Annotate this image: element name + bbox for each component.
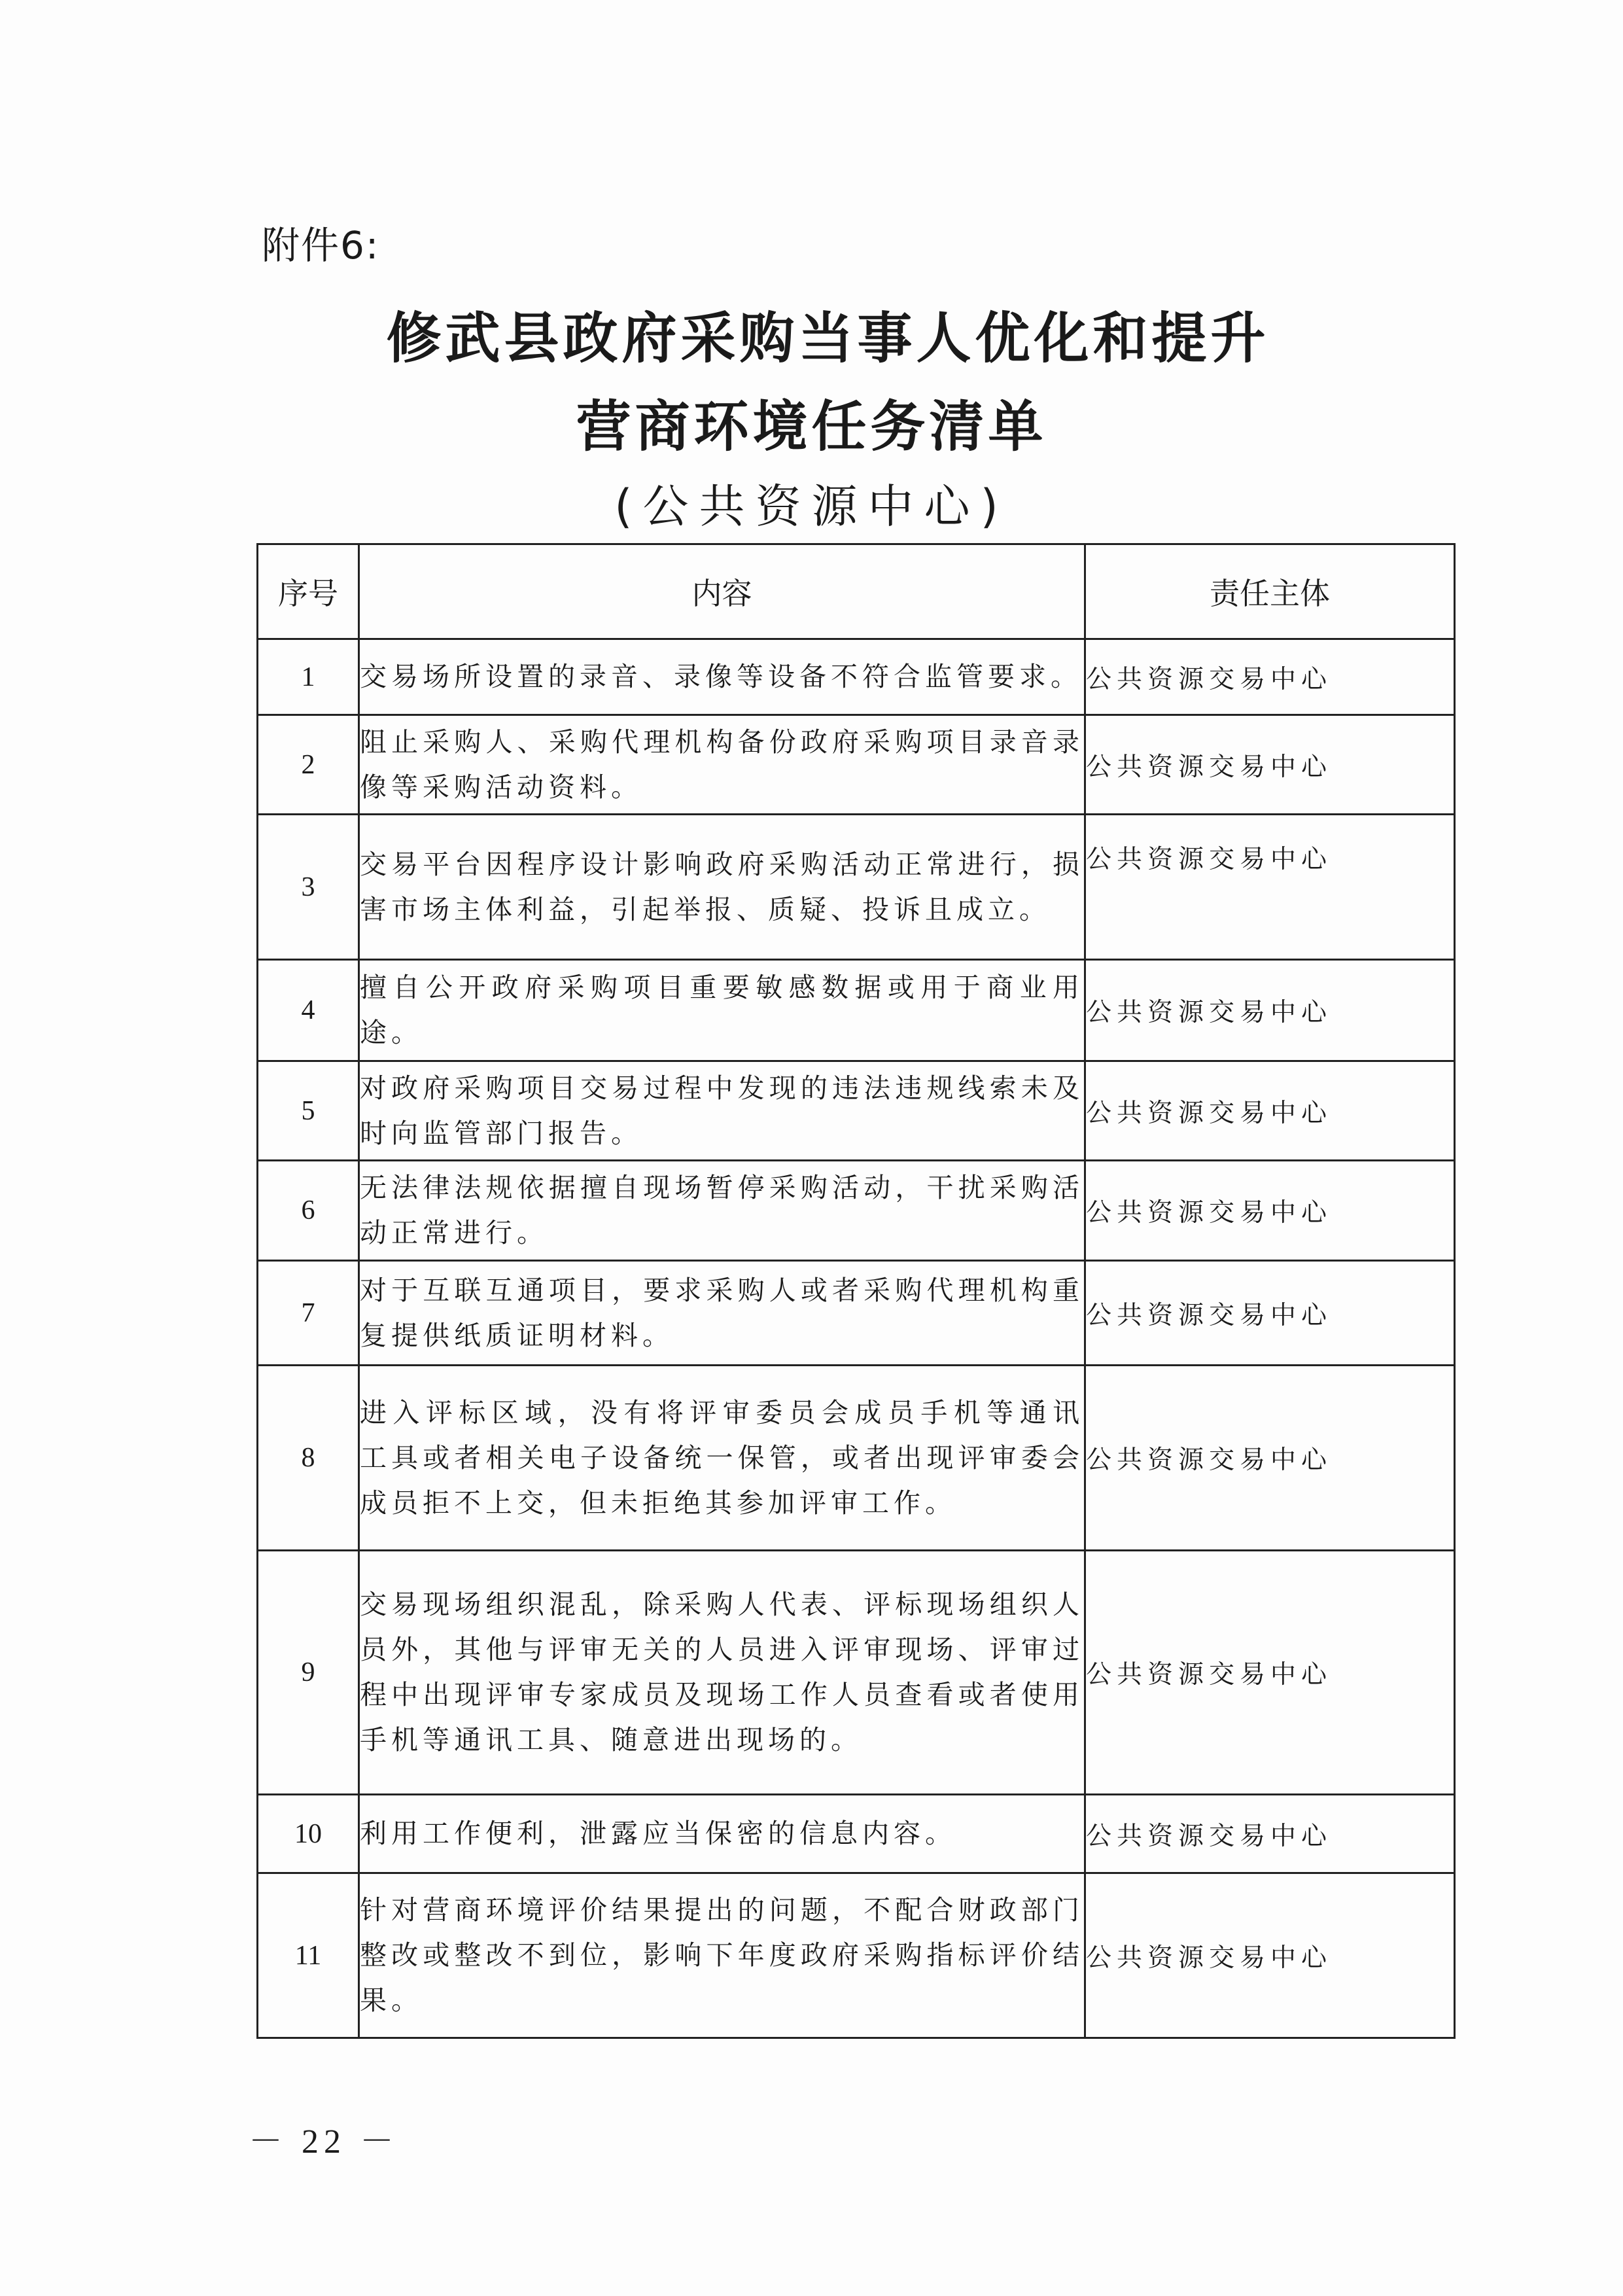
row-responsible-party: 公共资源交易中心 [1085,960,1455,1061]
document-subtitle: (公共资源中心) [614,480,1009,533]
row-serial-number: 2 [258,715,359,815]
row-serial-number: 7 [258,1261,359,1366]
row-responsible-party: 公共资源交易中心 [1085,1366,1455,1551]
row-responsible-party: 公共资源交易中心 [1085,715,1455,815]
row-responsible-party: 公共资源交易中心 [1085,1551,1455,1795]
row-serial-number: 10 [258,1795,359,1873]
row-serial-number: 8 [258,1366,359,1551]
table-row [258,1061,1455,1161]
row-content: 擅自公开政府采购项目重要敏感数据或用于商业用途。 [359,960,1085,1061]
header-content: 内容 [359,544,1085,639]
row-serial-number: 11 [258,1873,359,2038]
table-row [258,1161,1455,1261]
table-row [258,1873,1455,2038]
header-responsible-party: 责任主体 [1085,544,1455,639]
row-responsible-party: 公共资源交易中心 [1085,815,1455,960]
row-serial-number: 4 [258,960,359,1061]
table-header-row [258,544,1455,639]
row-serial-number: 1 [258,639,359,715]
row-responsible-party: 公共资源交易中心 [1085,639,1455,715]
row-responsible-party: 公共资源交易中心 [1085,1061,1455,1161]
table-row [258,960,1455,1061]
table-row [258,639,1455,715]
document-title-line-1: 修武县政府采购当事人优化和提升 [386,306,1270,370]
row-content: 阻止采购人、采购代理机构备份政府采购项目录音录像等采购活动资料。 [359,715,1085,815]
table-row [258,1261,1455,1366]
row-serial-number: 6 [258,1161,359,1261]
row-responsible-party: 公共资源交易中心 [1085,1161,1455,1261]
attachment-label: 附件6: [262,223,380,268]
row-content: 针对营商环境评价结果提出的问题，不配合财政部门整改或整改不到位，影响下年度政府采购指标评价结果。 [359,1873,1085,2038]
task-list-table [256,543,1456,2039]
row-content: 进入评标区域，没有将评审委员会成员手机等通讯 工具或者相关电子设备统一保管，或者出现评审委会成员拒不上交，但未拒绝其参加评审工作。 [359,1366,1085,1551]
row-responsible-party: 公共资源交易中心 [1085,1261,1455,1366]
row-content: 对政府采购项目交易过程中发现的违法违规线索未及时向监管部门报告。 [359,1061,1085,1161]
page-number: － 22 － [249,2123,400,2161]
table-row [258,1795,1455,1873]
row-serial-number: 5 [258,1061,359,1161]
header-serial-number: 序号 [258,544,359,639]
row-responsible-party: 公共资源交易中心 [1085,1795,1455,1873]
table-row [258,715,1455,815]
row-content: 对于互联互通项目，要求采购人或者采购代理机构重复提供纸质证明材料。 [359,1261,1085,1366]
table-row [258,1551,1455,1795]
row-serial-number: 3 [258,815,359,960]
table-row [258,815,1455,960]
row-content: 交易现场组织混乱，除采购人代表、评标现场组织人员外，其他与评审无关的人员进入评审现场、评审过程中出现评审专家成员及现场工作人员查看或者使用手机等通讯工具、随意进出现场的。 [359,1551,1085,1795]
table-row [258,1366,1455,1551]
row-content: 无法律法规依据擅自现场暂停采购活动，干扰采购活动正常进行。 [359,1161,1085,1261]
row-responsible-party: 公共资源交易中心 [1085,1873,1455,2038]
row-content: 交易场所设置的录音、录像等设备不符合监管要求。 [359,639,1085,715]
row-content: 交易平台因程序设计影响政府采购活动正常进行，损害市场主体利益，引起举报、质疑、投诉且成立。 [359,815,1085,960]
row-serial-number: 9 [258,1551,359,1795]
document-title-line-2: 营商环境任务清单 [576,394,1047,459]
row-content: 利用工作便利，泄露应当保密的信息内容。 [359,1795,1085,1873]
